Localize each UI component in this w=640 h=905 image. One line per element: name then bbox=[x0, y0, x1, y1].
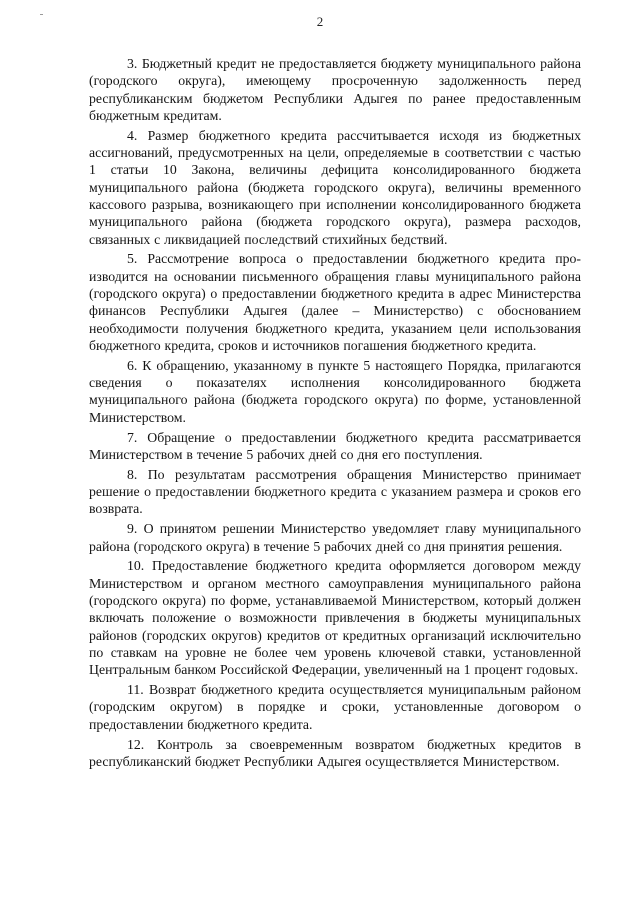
paragraph-7: 7. Обращение о предоставлении бюджетного кредита рассматривается Министерством в течение 5 рабочих дней со дня его поступления. bbox=[89, 429, 581, 462]
paragraph-11: 11. Возврат бюджетного кредита осуществляется муниципальным районом (городским округом) в порядке и сроки, установленные договором о предоставлении бюджетного кредита. bbox=[89, 682, 581, 732]
paragraph-10: 10. Предоставление бюджетного кредита оформляется договором между Министерством и органом местного самоуправления муниципального района (городского округа) по форме, устанавливаемой Министерством, который должен включать положение о возможности привлечения в бюджеты муниципальных районов (городских округов) кредитов от кредитных организаций исключительно по ставкам на уровне не более чем уровень ключевой ставки, установленной Центральным банком Российской Федерации, увеличенный на 1 процент годовых. bbox=[89, 558, 581, 678]
page-number: 2 bbox=[316, 14, 324, 29]
document-body bbox=[89, 55, 581, 773]
paragraph-8: 8. По результатам рассмотрения обращения Министерство принимает решение о предоставлении бюджетного кредита с указанием размера и сроков его возврата. bbox=[89, 466, 581, 517]
paragraph-3: 3. Бюджетный кредит не предоставляется бюджету муниципального района (городского округа), имеющему просроченную задолженность перед республиканским бюджетом Республики Адыгея по ранее предоставленным бюджетным кредитам. bbox=[89, 56, 581, 123]
paragraph-4: 4. Размер бюджетного кредита рассчитывается исходя из бюджетных ассигнований, предусмотренных на цели, определяемые в соответствии с частью 1 статьи 10 Закона, величины дефицита консолидированного бюджета муниципального района (бюджета городского округа), величины временного кассового разрыва, возникающего при исполнении консолидированного бюджета муниципального района (бюджета городского округа), размера расходов, связанных с ликвидацией последствий стихийных бедствий. bbox=[89, 127, 581, 247]
paragraph-9: 9. О принятом решении Министерство уведомляет главу муниципального района (городского округа) в течение 5 рабочих дней со дня принятия решения. bbox=[89, 521, 581, 554]
paragraph-12: 12. Контроль за своевременным возвратом бюджетных кредитов в республиканский бюджет Республики Адыгея осуществляется Министерством. bbox=[89, 736, 581, 769]
paragraph-5: 5. Рассмотрение вопроса о предоставлении бюджетного кредита производится на основании письменного обращения главы муниципального района (городского округа) о предоставлении бюджетного кредита в адрес Министерства финансов Республики Адыгея (далее – Министерство) с обоснованием необходимости получения бюджетного кредита, указанием цели использования бюджетного кредита, сроков и источников погашения бюджетного кредита. bbox=[89, 251, 581, 353]
paragraph-6: 6. К обращению, указанному в пункте 5 настоящего Порядка, прилагаются сведения о показателях исполнения консолидированного бюджета муниципального района (бюджета городского округа) по форме, установленной Министерством. bbox=[89, 357, 581, 425]
